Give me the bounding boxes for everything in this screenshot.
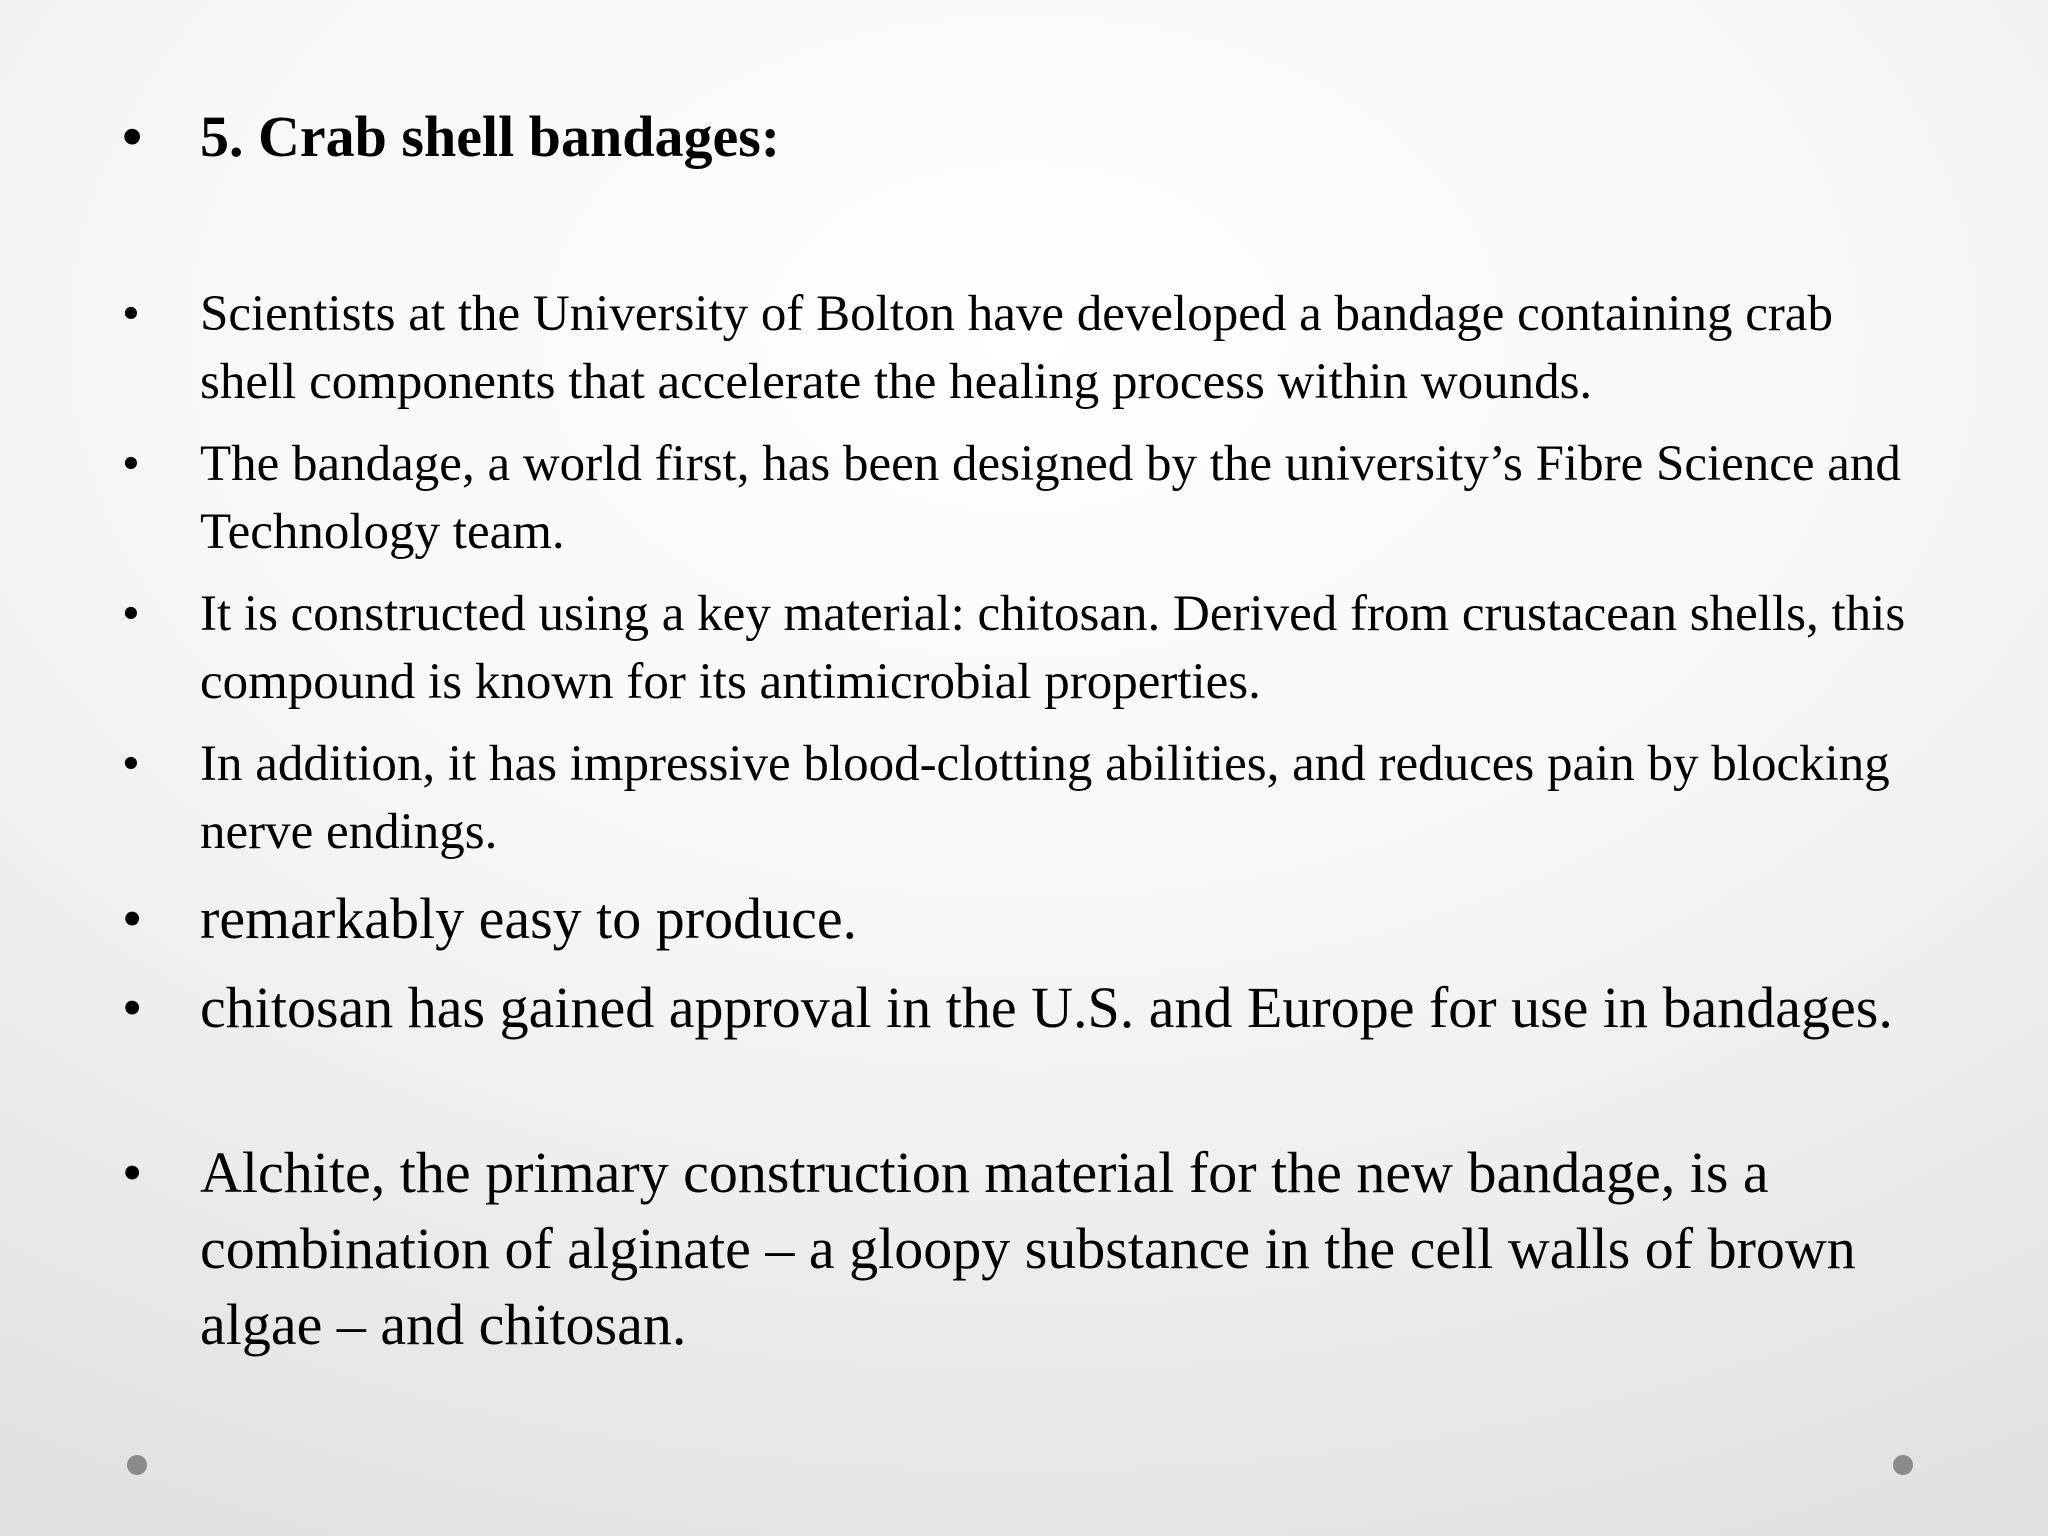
bullet-dot: •	[122, 736, 140, 792]
bullet-text: The bandage, a world first, has been designed by the university’s Fibre Science and Technology team.	[200, 436, 1901, 560]
bullet-text: Alchite, the primary construction material for the new bandage, is a combination of alginate – a gloopy substance in the cell walls of brown algae – and chitosan.	[200, 1140, 1856, 1357]
bullet-dot: •	[122, 586, 140, 642]
corner-dot-right-icon	[1893, 1455, 1913, 1475]
bullet-item	[122, 970, 1920, 1046]
corner-dot-left-icon	[127, 1455, 147, 1475]
bullet-item	[122, 730, 1920, 866]
bullet-item	[122, 280, 1920, 416]
bullet-item	[122, 1135, 1920, 1363]
bullet-dot: •	[122, 886, 143, 951]
bullet-item	[122, 881, 1920, 957]
slide-heading	[122, 98, 1920, 176]
bullet-dot: •	[122, 975, 143, 1040]
bullet-text: Scientists at the University of Bolton have developed a bandage containing crab shell components that accelerate the healing process within wounds.	[200, 286, 1833, 410]
bullet-dot: •	[122, 436, 140, 492]
bullet-dot: •	[122, 1140, 143, 1205]
bullet-dot: •	[122, 104, 143, 169]
bullet-dot: •	[122, 286, 140, 342]
bullet-item	[122, 580, 1920, 716]
bullet-item	[122, 430, 1920, 566]
bullet-text: chitosan has gained approval in the U.S. and Europe for use in bandages.	[200, 975, 1893, 1040]
heading-text: 5. Crab shell bandages:	[200, 104, 781, 169]
bullet-text: In addition, it has impressive blood-clotting abilities, and reduces pain by blocking nerve endings.	[200, 736, 1890, 860]
bullet-text: remarkably easy to produce.	[200, 886, 858, 951]
bullet-text: It is constructed using a key material: chitosan. Derived from crustacean shells, this compound is known for its antimicrobial properties.	[200, 586, 1906, 710]
